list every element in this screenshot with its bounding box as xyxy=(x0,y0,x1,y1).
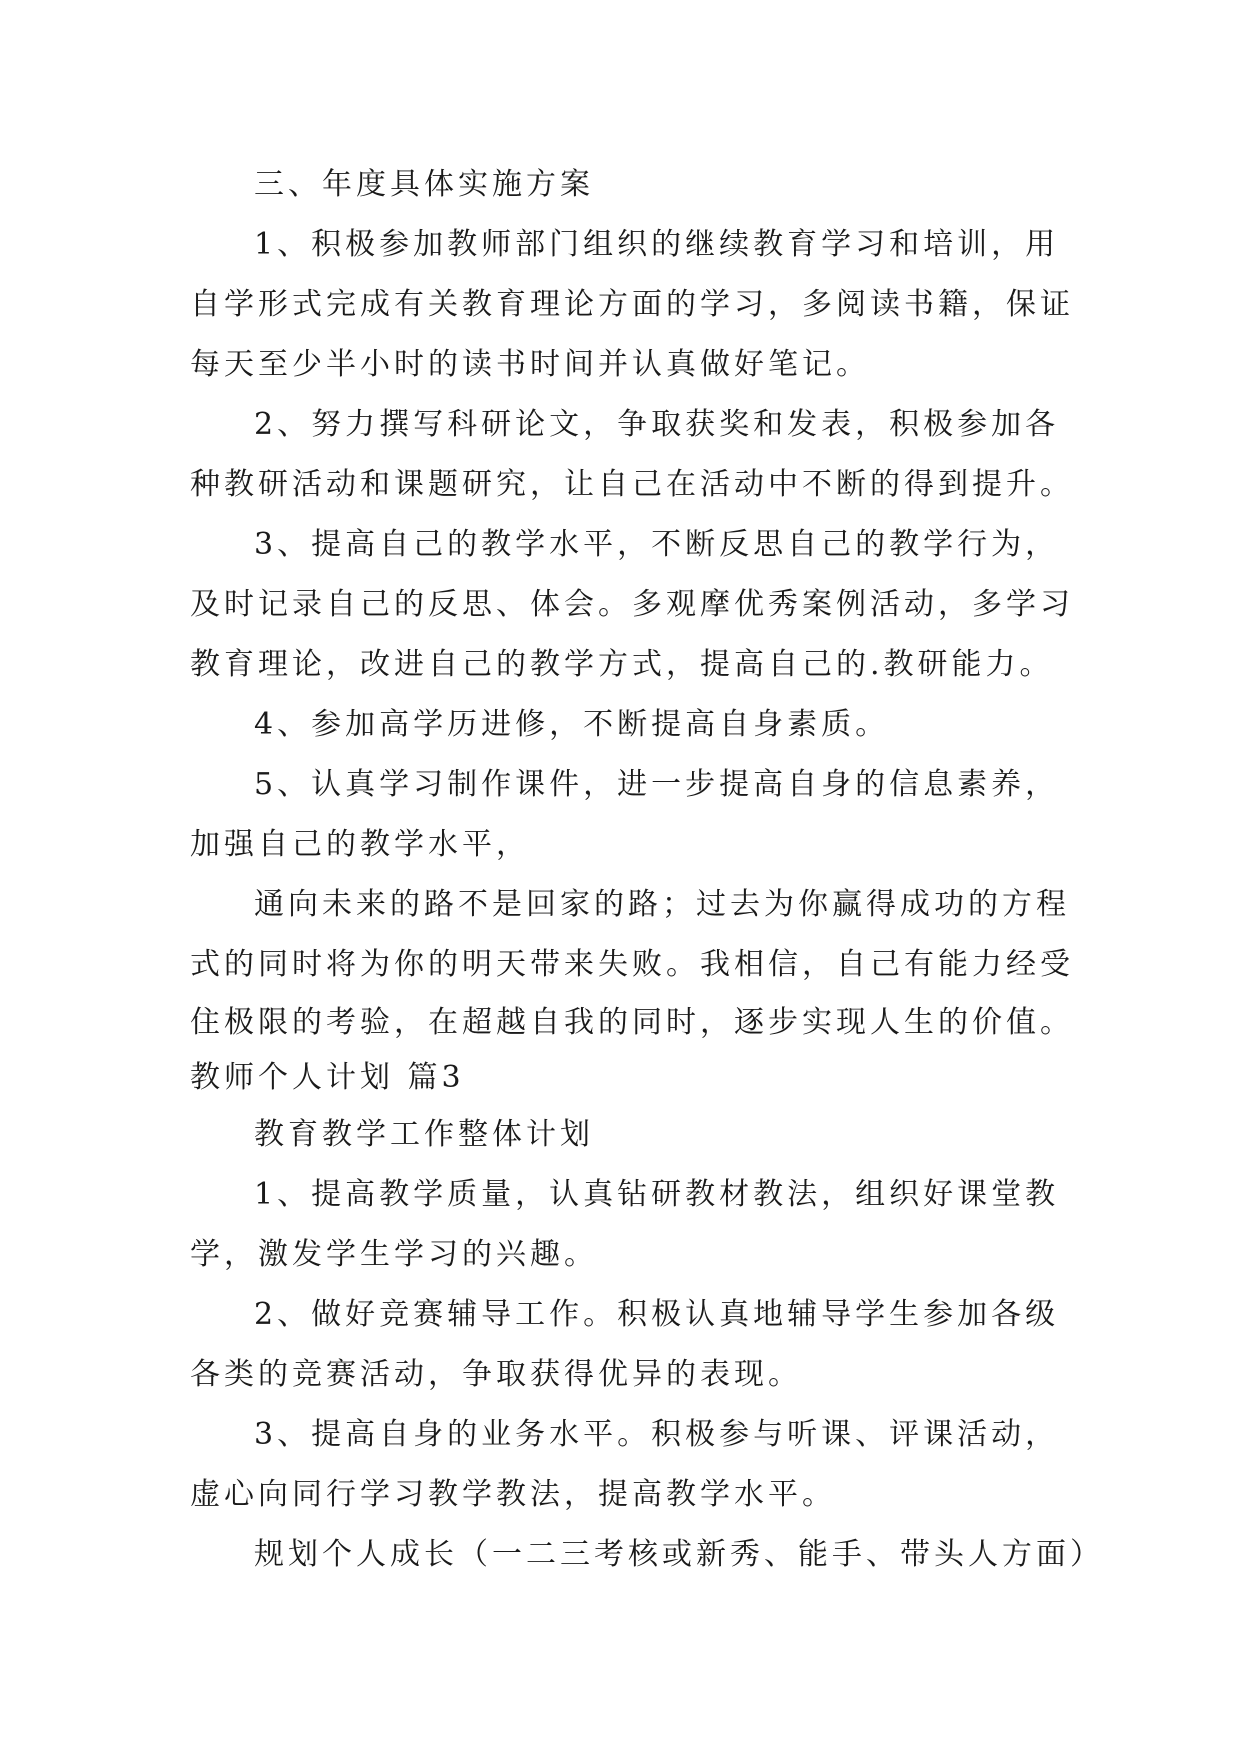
paragraph-line: 自学形式完成有关教育理论方面的学习，多阅读书籍，保证 xyxy=(190,287,1074,322)
paragraph-line: 及时记录自己的反思、体会。多观摩优秀案例活动，多学习 xyxy=(190,587,1074,622)
paragraph-line: 学，激发学生学习的兴趣。 xyxy=(190,1237,598,1272)
paragraph-line: 3、提高自身的业务水平。积极参与听课、评课活动， xyxy=(254,1417,1060,1452)
paragraph-line: 5、认真学习制作课件，进一步提高自身的信息素养， xyxy=(254,767,1060,802)
paragraph-line: 教育理论，改进自己的教学方式，提高自己的.教研能力。 xyxy=(190,647,1054,682)
section-heading-overall-plan: 教育教学工作整体计划 xyxy=(254,1117,594,1152)
section-title-plan-3: 教师个人计划 篇3 xyxy=(190,1060,465,1095)
document-body xyxy=(190,155,1104,1585)
paragraph-line: 各类的竞赛活动，争取获得优异的表现。 xyxy=(190,1357,802,1392)
paragraph-line: 2、努力撰写科研论文，争取获奖和发表，积极参加各 xyxy=(254,407,1060,442)
paragraph-line: 3、提高自己的教学水平，不断反思自己的教学行为， xyxy=(254,527,1060,562)
paragraph-line: 每天至少半小时的读书时间并认真做好笔记。 xyxy=(190,347,870,382)
paragraph-line: 式的同时将为你的明天带来失败。我相信，自己有能力经受 xyxy=(190,947,1074,982)
paragraph-line: 1、提高教学质量，认真钻研教材教法，组织好课堂教 xyxy=(254,1177,1060,1212)
paragraph-line: 4、参加高学历进修，不断提高自身素质。 xyxy=(254,707,890,742)
paragraph-line: 虚心向同行学习教学教法，提高教学水平。 xyxy=(190,1477,836,1512)
paragraph-line: 规划个人成长（一二三考核或新秀、能手、带头人方面） xyxy=(254,1537,1104,1572)
paragraph-line: 通向未来的路不是回家的路；过去为你赢得成功的方程 xyxy=(254,887,1070,922)
paragraph-line: 住极限的考验，在超越自我的同时，逐步实现人生的价值。 xyxy=(190,1005,1074,1040)
paragraph-line: 2、做好竞赛辅导工作。积极认真地辅导学生参加各级 xyxy=(254,1297,1060,1332)
paragraph-line: 1、积极参加教师部门组织的继续教育学习和培训，用 xyxy=(254,227,1060,262)
section-heading-implementation-plan: 三、年度具体实施方案 xyxy=(254,167,594,202)
paragraph-line: 种教研活动和课题研究，让自己在活动中不断的得到提升。 xyxy=(190,467,1074,502)
paragraph-line: 加强自己的教学水平， xyxy=(190,827,530,862)
